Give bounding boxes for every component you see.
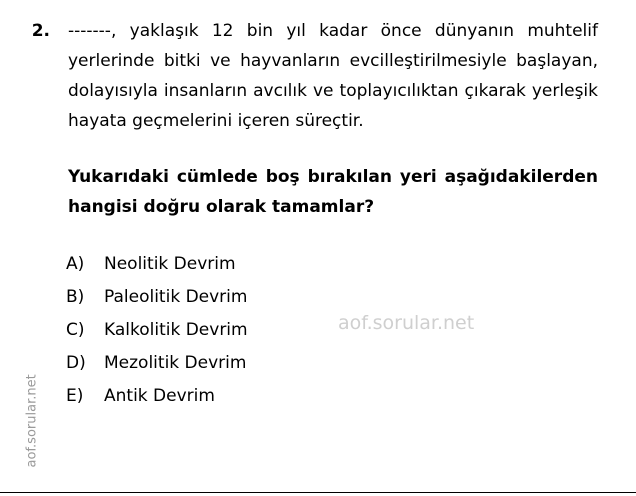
option-b-text: Paleolitik Devrim	[104, 287, 248, 307]
option-c-letter: C)	[66, 320, 85, 340]
option-c[interactable]	[66, 314, 622, 347]
question-number: 2.	[31, 21, 50, 41]
option-d-text: Mezolitik Devrim	[104, 353, 247, 373]
bottom-divider	[0, 492, 636, 493]
option-e-text: Antik Devrim	[104, 386, 215, 406]
question-stem: -------, yaklaşık 12 bin yıl kadar önce dünyanın muhtelif yerlerinde bitki ve hayvanların evcilleştirilmesiyle başlayan, dolayısıyla insanların avcılık ve toplayıcılıktan çıkarak yerleşik hayata geçmelerini içeren süreçtir.	[68, 21, 598, 131]
options-list	[22, 248, 622, 413]
option-a[interactable]	[66, 248, 622, 281]
option-b-letter: B)	[66, 287, 85, 307]
option-e-letter: E)	[66, 386, 84, 406]
option-d-letter: D)	[66, 353, 86, 373]
option-a-letter: A)	[66, 254, 85, 274]
question-block	[22, 16, 622, 413]
option-b[interactable]	[66, 281, 622, 314]
question-prompt: Yukarıdaki cümlede boş bırakılan yeri aşağıdakilerden hangisi doğru olarak tamamlar?	[68, 167, 598, 217]
left-watermark-strip	[0, 0, 40, 496]
option-c-text: Kalkolitik Devrim	[104, 320, 248, 340]
option-d[interactable]	[66, 347, 622, 380]
center-watermark-text: aof.sorular.net	[338, 312, 475, 334]
left-watermark-text: aof.sorular.net	[24, 374, 40, 468]
option-e[interactable]	[66, 380, 622, 413]
question-stem-row	[22, 16, 622, 136]
option-a-text: Neolitik Devrim	[104, 254, 236, 274]
